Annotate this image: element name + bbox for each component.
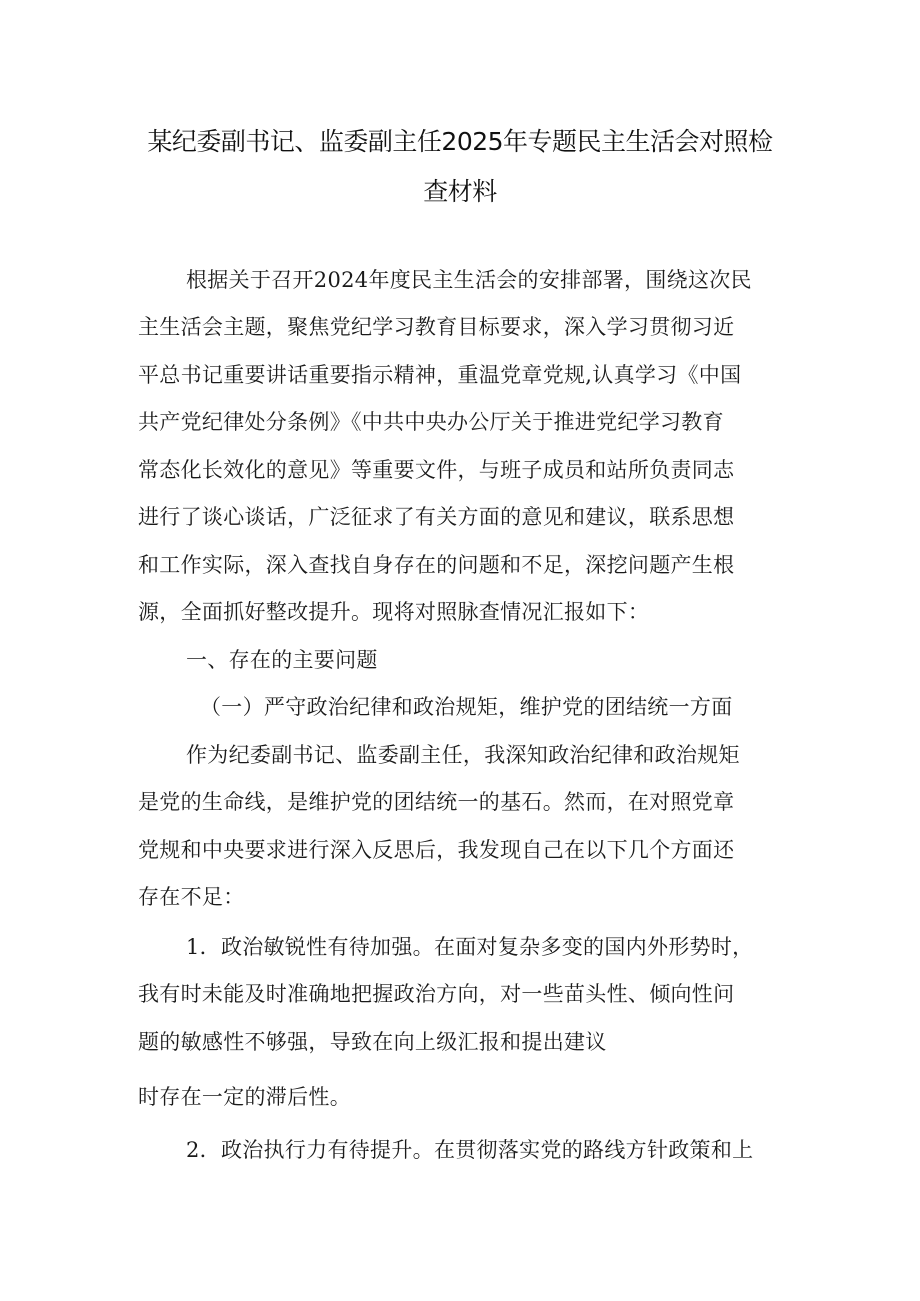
body-line: 存在不足： xyxy=(138,885,245,909)
body-line: 共产党纪律处分条例》《中共中央办公厅关于推进党纪学习教育 xyxy=(138,410,724,434)
body-line: 作为纪委副书记、监委副主任，我深知政治纪律和政治规矩 xyxy=(186,743,740,767)
body-line: 题的敏感性不够强，导致在向上级汇报和提出建议 xyxy=(138,1030,607,1054)
document-title-line-1: 某纪委副书记、监委副主任2025年专题民主生活会对照检 xyxy=(147,127,773,156)
body-line: 进行了谈心谈话，广泛征求了有关方面的意见和建议，联系思想 xyxy=(138,505,735,529)
body-line: 平总书记重要讲话重要指示精神，重温党章党规,认真学习《中国 xyxy=(138,363,742,387)
body-line: 我有时未能及时准确地把握政治方向，对一些苗头性、倾向性问 xyxy=(138,982,735,1006)
body-line: 主生活会主题，聚焦党纪学习教育目标要求，深入学习贯彻习近 xyxy=(138,315,735,339)
section-heading: 一、存在的主要问题 xyxy=(186,648,378,672)
body-line: 是党的生命线，是维护党的团结统一的基石。然而，在对照党章 xyxy=(138,790,735,814)
subsection-heading: （一）严守政治纪律和政治规矩，维护党的团结统一方面 xyxy=(200,695,733,719)
document-title-line-2: 查材料 xyxy=(423,177,497,206)
body-line: 和工作实际，深入查找自身存在的问题和不足，深挖问题产生根 xyxy=(138,553,735,577)
body-line: 党规和中央要求进行深入反思后，我发现自己在以下几个方面还 xyxy=(138,838,735,862)
body-line: 1．政治敏锐性有待加强。在面对复杂多变的国内外形势时， xyxy=(186,935,754,959)
body-line: 根据关于召开2024年度民主生活会的安排部署，围绕这次民 xyxy=(186,268,752,292)
body-line: 时存在一定的滞后性。 xyxy=(138,1085,351,1109)
body-line: 源，全面抓好整改提升。现将对照脉查情况汇报如下： xyxy=(138,600,650,624)
body-line: 2．政治执行力有待提升。在贯彻落实党的路线方针政策和上 xyxy=(186,1138,754,1162)
body-line: 常态化长效化的意见》等重要文件，与班子成员和站所负责同志 xyxy=(138,458,735,482)
